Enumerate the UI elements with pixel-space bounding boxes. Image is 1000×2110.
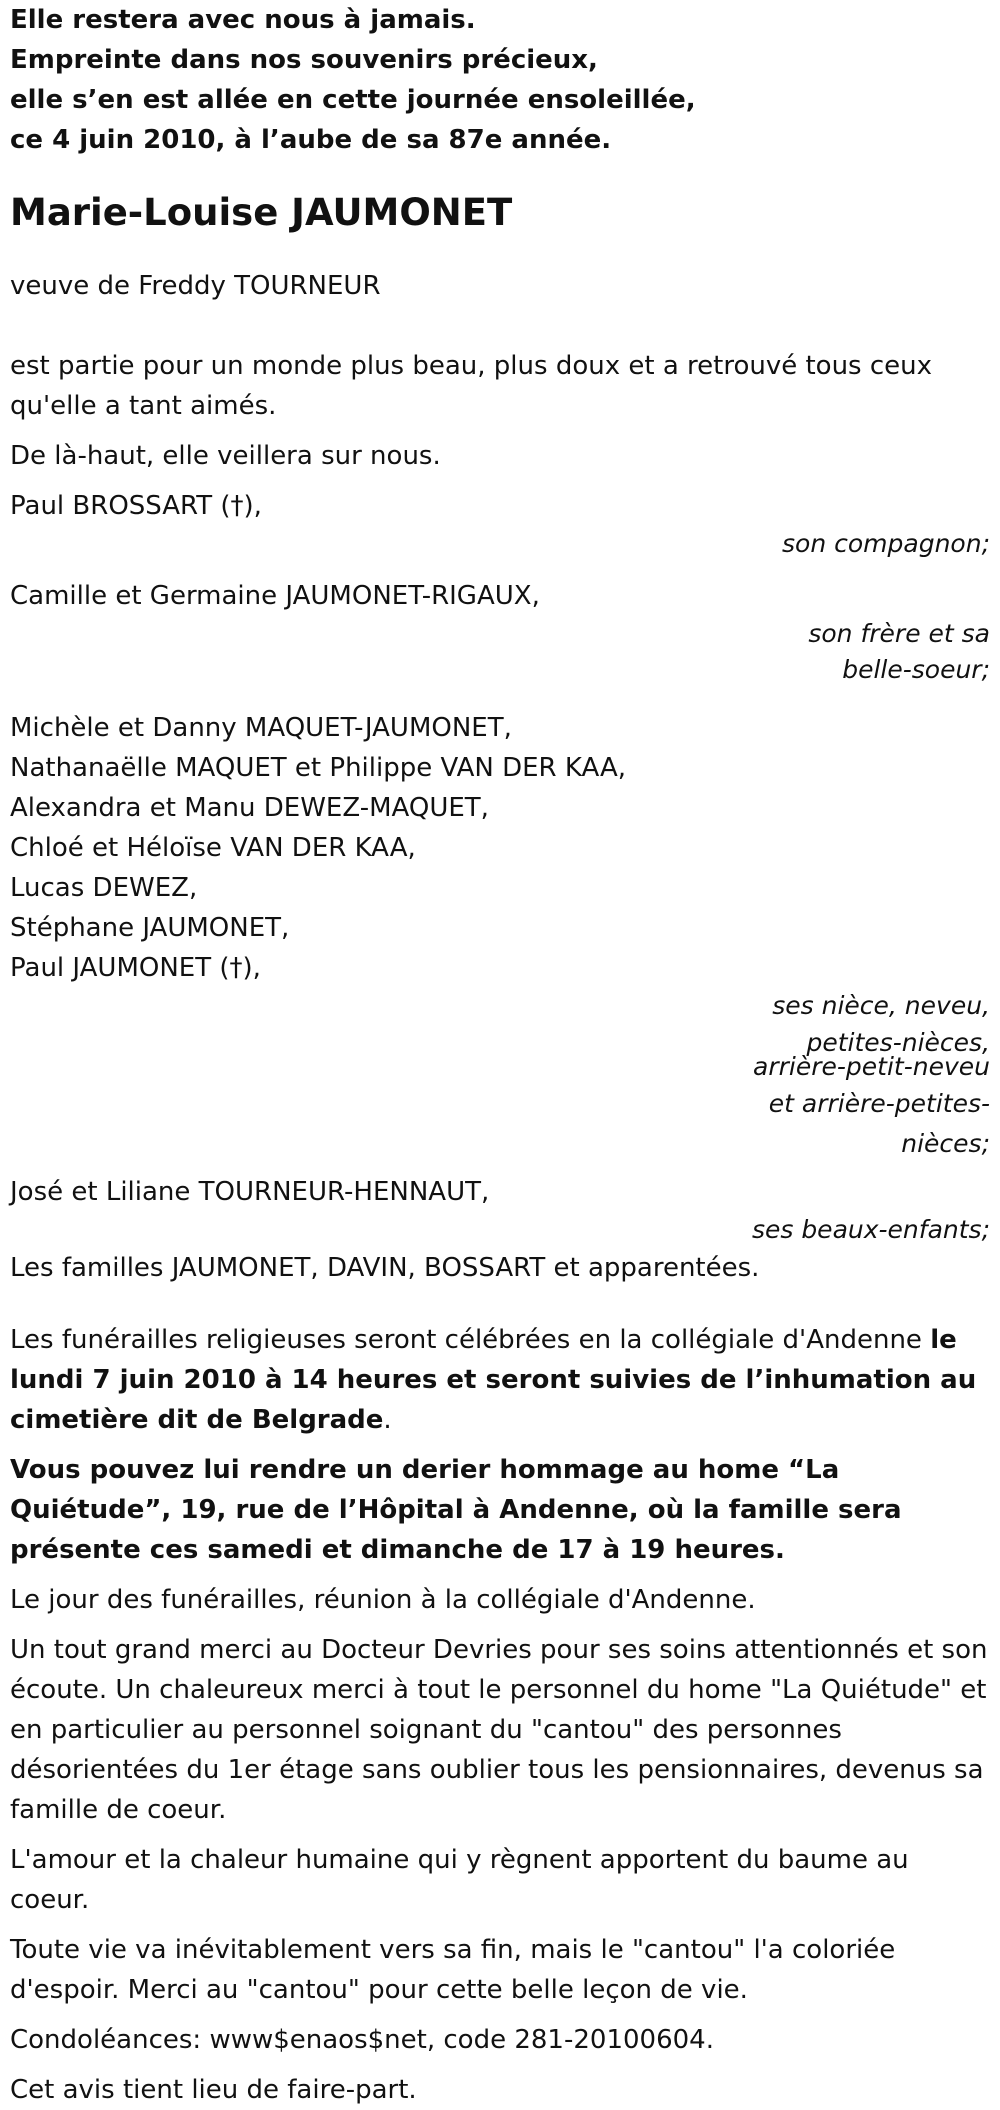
deceased-name: Marie-Louise JAUMONET — [10, 191, 513, 234]
relative-item: Alexandra et Manu DEWEZ-MAQUET, — [10, 793, 489, 823]
intro-line-3: elle s’en est allée en cette journée ensoleillée, — [10, 85, 696, 115]
watch-line: De là-haut, elle veillera sur nous. — [10, 441, 441, 471]
inlaws-role: ses beaux-enfants; — [751, 1215, 990, 1244]
homage-paragraph: Vous pouvez lui rendre un derier hommage au home “La Quiétude”, 19, rue de l’Hôpital à Andenne, où la famille sera présente ces samedi et dimanche de 17 à 19 heures. — [10, 1455, 902, 1565]
departure-paragraph: est partie pour un monde plus beau, plus doux et a retrouvé tous ceux qu'elle a tant aimés. — [10, 351, 933, 421]
notice-line: Cet avis tient lieu de faire-part. — [10, 2075, 417, 2105]
sibling-role-2: belle-soeur; — [842, 655, 990, 684]
relatives-role — [10, 988, 1000, 1162]
intro-line-4: ce 4 juin 2010, à l’aube de sa 87e année. — [10, 125, 612, 155]
relative-item: Stéphane JAUMONET, — [10, 913, 290, 943]
inlaws-name: José et Liliane TOURNEUR-HENNAUT, — [10, 1177, 490, 1207]
relative-item: Nathanaëlle MAQUET et Philippe VAN DER KAA, — [10, 753, 627, 783]
widow-line: veuve de Freddy TOURNEUR — [10, 271, 381, 301]
relatives-role-line: ses nièce, neveu, — [772, 991, 990, 1020]
funeral-text-1: Les funérailles religieuses seront célébrées en la collégiale d'Andenne — [10, 1325, 931, 1355]
families-line: Les familles JAUMONET, DAVIN, BOSSART et apparentées. — [10, 1253, 760, 1283]
companion-name: Paul BROSSART (†), — [10, 491, 262, 521]
intro-line-1: Elle restera avec nous à jamais. — [10, 5, 476, 35]
relatives-list — [10, 708, 1000, 988]
sibling-role-1: son frère et sa — [808, 619, 990, 648]
relative-item: Lucas DEWEZ, — [10, 873, 198, 903]
relative-item: Michèle et Danny MAQUET-JAUMONET, — [10, 713, 512, 743]
relatives-role-line: nièces; — [901, 1129, 990, 1158]
thanks-paragraph: Un tout grand merci au Docteur Devries pour ses soins attentionnés et son écoute. Un chaleureux merci à tout le personnel du home "La Quiétude" et en particulier au personnel soignant du "cantou" des personnes désorientées du 1er étage sans oublier tous les pensionnaires, devenus sa famille de coeur. — [10, 1635, 988, 1825]
love-paragraph: L'amour et la chaleur humaine qui y règnent apportent du baume au coeur. — [10, 1845, 909, 1915]
life-paragraph: Toute vie va inévitablement vers sa fin, mais le "cantou" l'a coloriée d'espoir. Merci au "cantou" pour cette belle leçon de vie. — [10, 1935, 896, 2005]
funeral-text-bold: le lundi 7 juin 2010 à 14 heures et seront suivies de l’inhumation au cimetière dit de Belgrade — [10, 1325, 977, 1435]
companion-role: son compagnon; — [782, 529, 990, 558]
intro-line-2: Empreinte dans nos souvenirs précieux, — [10, 45, 598, 75]
intro-block — [10, 0, 1000, 160]
relatives-role-line: et arrière-petites- — [768, 1089, 990, 1118]
relative-item: Chloé et Héloïse VAN DER KAA, — [10, 833, 416, 863]
sibling-name: Camille et Germaine JAUMONET-RIGAUX, — [10, 581, 540, 611]
relatives-role-line: petites-nièces, — [806, 1028, 990, 1057]
funeral-text-3: . — [383, 1405, 392, 1435]
relatives-role-line: arrière-petit-neveu — [753, 1052, 990, 1081]
condolences-line: Condoléances: www$enaos$net, code 281-20100604. — [10, 2025, 714, 2055]
meeting-line: Le jour des funérailles, réunion à la collégiale d'Andenne. — [10, 1585, 756, 1615]
relative-item: Paul JAUMONET (†), — [10, 953, 261, 983]
funeral-paragraph — [10, 1320, 990, 1440]
